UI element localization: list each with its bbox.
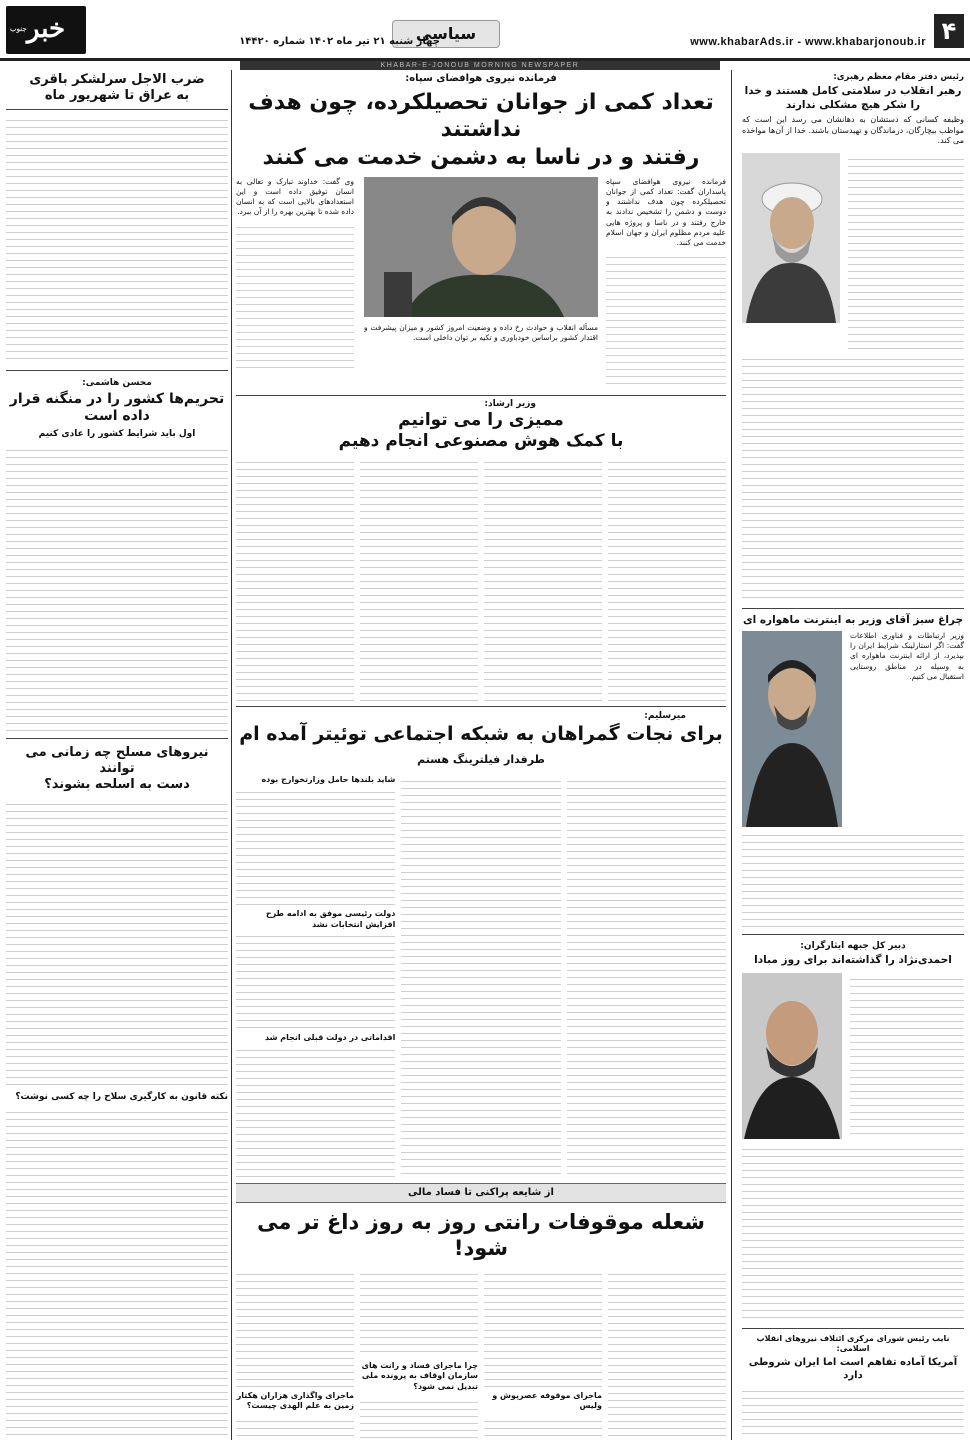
logo-text: خبر xyxy=(26,14,66,44)
mirsalim-body xyxy=(236,775,726,1177)
left-story-3-headline xyxy=(6,745,228,794)
lead-body-filler-2 xyxy=(236,221,354,371)
minister-portrait xyxy=(742,631,842,827)
right-story-4-text xyxy=(742,1385,964,1438)
column-rule-left xyxy=(231,70,232,1440)
left-story-2-subhead: اول باید شرایط کشور را عادی کنیم xyxy=(38,428,196,439)
lead-story xyxy=(236,177,726,395)
right-story-2-body xyxy=(742,631,964,829)
right-story-1-text xyxy=(848,153,964,349)
minister-col-1 xyxy=(608,456,726,702)
minister-headline-line1: ممیزی را می توانیم xyxy=(398,410,564,430)
rent-col-3-text-2 xyxy=(360,1396,478,1440)
lead-headline xyxy=(236,89,726,172)
right-story-3-headline: احمدی‌نژاد را گذاشته‌اند برای روز مبادا xyxy=(754,954,952,967)
lead-body-col2 xyxy=(364,323,598,387)
mirsalim-headline: برای نجات گمراهان به شبکه اجتماعی توئیتر آمده ام xyxy=(239,723,723,745)
minister-col-3 xyxy=(360,456,478,702)
divider xyxy=(6,109,228,110)
minister-body xyxy=(236,456,726,702)
right-story-1-text-2 xyxy=(742,353,964,603)
divider xyxy=(742,934,964,935)
right-story-3-body xyxy=(742,973,964,1143)
mirsalim-subhead: طرفدار فیلترینگ هستم xyxy=(417,753,545,766)
minister-headline xyxy=(296,410,666,453)
right-story-1-body xyxy=(742,153,964,353)
mirsalim-inner-head-2: دولت رئیسی موفق به ادامه طرح افزایش انتخابات نشد xyxy=(265,908,396,929)
rent-sub-2: چرا ماجرای فساد و رانت های سازمان اوقاف به پرونده ملی تبدیل نمی شود؟ xyxy=(361,1360,478,1392)
lead-photo xyxy=(364,177,598,317)
left-story-2-kicker: محسن هاشمی: xyxy=(82,377,152,388)
secretary-portrait xyxy=(742,973,842,1139)
left-column xyxy=(6,72,228,1438)
left-story-2-headline: تحریم‌ها کشور را در منگنه قرار داده است xyxy=(9,390,225,425)
rent-col-2-text xyxy=(484,1268,602,1388)
lead-body-2: وی گفت: خداوند تبارک و تعالی به انسان توفیق داده است و این استعدادهای بالایی است که به انسان داده شده تا بهترین بهره را از آن ببرد. xyxy=(236,177,354,217)
right-story-1-photo xyxy=(742,153,840,323)
right-story-2-text xyxy=(742,829,964,929)
center-area xyxy=(236,70,726,1440)
right-column xyxy=(742,72,964,1438)
lead-body-col3 xyxy=(236,177,354,387)
minister-head xyxy=(236,396,726,456)
mirsalim-col-3-text-3 xyxy=(236,1044,395,1177)
rent-col-1 xyxy=(608,1268,726,1441)
lead-body-3: مسأله انقلاب و حوادث رخ داده و وضعیت امروز کشور و میزان پیشرفت و اقتدار کشور براساس خودباوری و تکیه بر توان داخلی است. xyxy=(364,323,598,343)
lead-kicker: فرمانده نیروی هوافضای سپاه: xyxy=(405,73,557,84)
left-story-1-body xyxy=(6,114,228,364)
mirsalim-col-3 xyxy=(236,775,395,1177)
left-story-3-headline-line2: دست به اسلحه بشوند؟ xyxy=(44,777,190,793)
site-url: www.khabarAds.ir - www.khabarjonoub.ir xyxy=(690,36,926,48)
right-story-2-lede: وزیر ارتباطات و فناوری اطلاعات گفت: اگر استارلینک شرایط ایران را بپذیرد، از ارائه اینترنت ماهواره ای به وسیله در مناطق روستایی استقبال می کنیم. xyxy=(850,631,964,681)
rent-col-4-text xyxy=(236,1268,354,1388)
mirsalim-kicker: میرسلیم: xyxy=(644,711,686,721)
left-story-1-headline-line1: ضرب الاجل سرلشکر باقری xyxy=(29,72,205,87)
minister-col-2 xyxy=(484,456,602,702)
minister-kicker: وزیر ارشاد: xyxy=(484,399,536,409)
right-story-4-headline: آمریکا آماده تفاهم است اما ایران شروطی دارد xyxy=(748,1357,958,1381)
logo-sub: جنوب xyxy=(10,24,27,33)
left-story-1-headline-line2: به عراق تا شهریور ماه xyxy=(44,88,190,104)
rent-sub-3: ماجرای واگذاری هزاران هکتار زمین به علم الهدی چیست؟ xyxy=(236,1390,354,1411)
rent-body xyxy=(236,1268,726,1441)
right-story-1-kicker: رئیس دفتر مقام معظم رهبری: xyxy=(833,72,964,82)
mirsalim-col-1 xyxy=(567,775,726,1177)
lead-photo-portrait xyxy=(364,177,598,317)
rent-col-4 xyxy=(236,1268,354,1441)
lead-body-col1 xyxy=(606,177,726,387)
right-story-2-headline: چراغ سبز آقای وزیر به اینترنت ماهواره ای xyxy=(742,614,964,627)
rent-headline: شعله موقوفات رانتی روز به روز داغ تر می شود! xyxy=(257,1210,705,1261)
right-story-2-photo xyxy=(742,631,842,827)
cleric-portrait xyxy=(742,153,840,323)
left-story-3-body-2 xyxy=(6,1106,228,1438)
masthead xyxy=(0,0,970,69)
newspaper-logo xyxy=(6,6,86,54)
mirsalim-col-3-text xyxy=(236,786,395,906)
lead-body-1: فرمانده نیروی هوافضای سپاه پاسداران گفت: تعداد کمی از جوانان تحصیلکرده چون هدف نداشتند و دوست و دشمن را تشخیص ندادند به خارج رفتند و در ناسا و پروژه هایی علیه مردم مظلوم ایران و جهان اسلام خدمت می کنند. xyxy=(606,177,726,247)
left-story-3-headline-line1: نیروهای مسلح چه زمانی می توانند xyxy=(25,744,209,777)
lead-body-filler xyxy=(606,251,726,387)
right-story-3-photo xyxy=(742,973,842,1139)
mirsalim-col-3-text-2 xyxy=(236,930,395,1030)
dateline: چهار شنبه ۲۱ تیر ماه ۱۴۰۲ شماره ۱۴۴۲۰ xyxy=(239,36,440,47)
left-story-1-headline xyxy=(6,72,228,105)
rent-kicker-bar: از شایعه پراکنی تا فساد مالی xyxy=(236,1183,726,1203)
divider xyxy=(742,1328,964,1329)
right-story-1-lede: وظیفه کسانی که دستشان به دهانشان می رسد این است که مواظب بیچارگان، درماندگان و تهیدستان باشند. خدا از آن‌ها مواخذه می کند. xyxy=(742,114,964,146)
column-rule-right xyxy=(731,70,732,1440)
page-number: ۴ xyxy=(934,14,964,48)
mirsalim-inner-head: شاید بلندها حامل وزارتخوارج بوده xyxy=(261,775,396,784)
rent-col-4-text-2 xyxy=(236,1415,354,1440)
mirsalim-head xyxy=(236,707,726,775)
minister-headline-line2: با کمک هوش مصنوعی انجام دهیم xyxy=(338,431,624,452)
english-strip: KHABAR-E-JONOUB MORNING NEWSPAPER xyxy=(240,61,720,70)
left-story-3-subhead: نکته قانون به کارگیری سلاح را چه کسی نوشت؟ xyxy=(15,1091,228,1102)
rent-col-2-text-2 xyxy=(484,1415,602,1440)
section-tab: سیاسی xyxy=(392,20,500,48)
divider xyxy=(6,370,228,371)
rent-col-3-text xyxy=(360,1268,478,1358)
left-story-2-body xyxy=(6,444,228,732)
divider xyxy=(6,738,228,739)
mirsalim-inner-head-3: اقداماتی در دولت قبلی انجام شد xyxy=(265,1033,396,1043)
right-story-1-headline: رهبر انقلاب در سلامتی کامل هستند و خدا را شکر هیچ مشکلی ندارند xyxy=(744,85,962,111)
right-story-3-text-2 xyxy=(742,1143,964,1323)
right-story-4-kicker: نایب رئیس شورای مرکزی ائتلاف نیروهای انقلاب اسلامی: xyxy=(756,1333,950,1354)
rent-col-3 xyxy=(360,1268,478,1441)
rent-sub-1: ماجرای موقوفه عصرپوش و ولیس xyxy=(492,1390,602,1411)
left-story-3-body xyxy=(6,798,228,1088)
mirsalim-col-2 xyxy=(401,775,560,1177)
lead-headline-line1: تعداد کمی از جوانان تحصیلکرده، چون هدف نداشتند xyxy=(248,89,714,142)
rent-col-2 xyxy=(484,1268,602,1441)
right-story-3-text xyxy=(850,973,964,1139)
right-story-3-kicker: دبیر کل جبهه ایثارگران: xyxy=(800,941,906,952)
lead-headline-line2: رفتند و در ناسا به دشمن خدمت می کنند xyxy=(262,144,700,170)
divider xyxy=(742,608,964,609)
minister-col-4 xyxy=(236,456,354,702)
